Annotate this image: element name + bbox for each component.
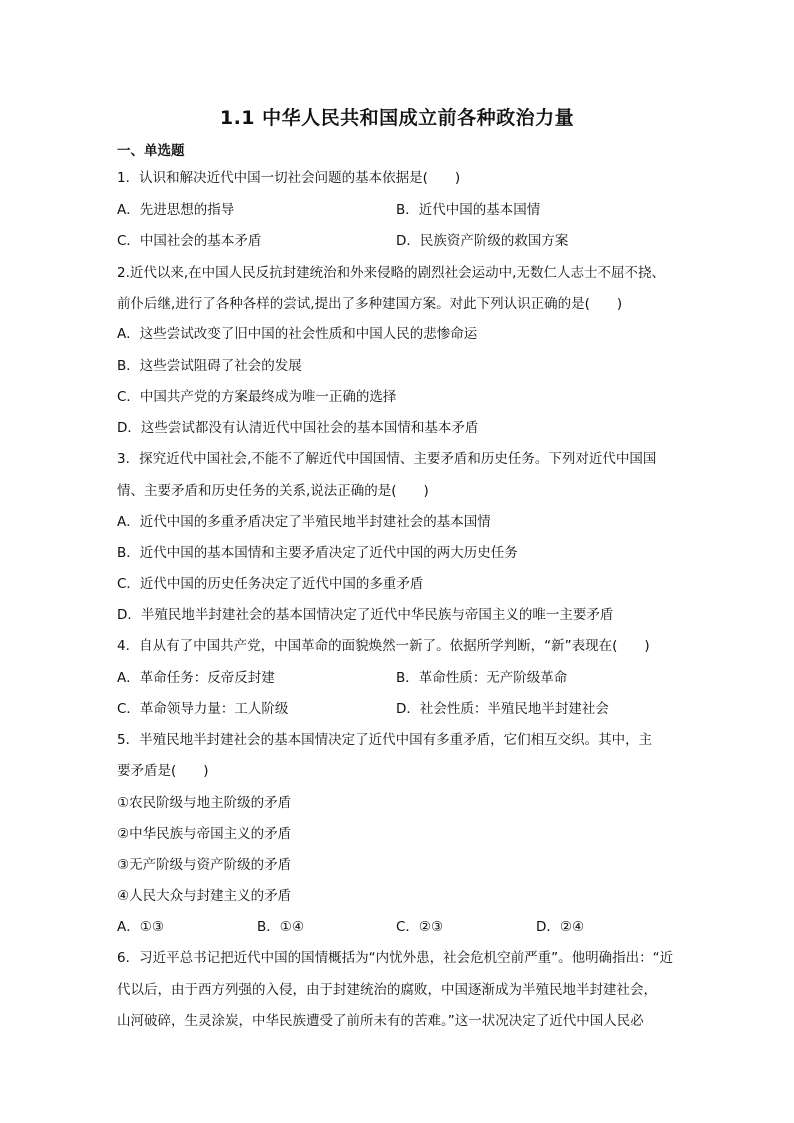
question-2-option-d: D．这些尝试都没有认清近代中国社会的基本国情和基本矛盾	[117, 420, 479, 436]
question-5-option-a: A．①③	[117, 919, 164, 935]
question-6-line-1: 6．习近平总书记把近代中国的国情概括为“内忧外患，社会危机空前严重”。他明确指出：“近	[117, 950, 674, 966]
question-5-option-c: C．②③	[396, 919, 444, 935]
question-5-item-3: ③无产阶级与资产阶级的矛盾	[117, 857, 292, 873]
question-4-option-d: D．社会性质：半殖民地半封建社会	[396, 701, 609, 717]
question-5-item-4: ④人民大众与封建主义的矛盾	[117, 888, 292, 904]
question-3-option-d: D．半殖民地半封建社会的基本国情决定了近代中华民族与帝国主义的唯一主要矛盾	[117, 607, 614, 623]
question-4-option-c: C．革命领导力量：工人阶级	[117, 701, 289, 717]
question-4-option-b: B．革命性质：无产阶级革命	[396, 670, 568, 686]
question-6-line-2: 代以后，由于西方列强的入侵，由于封建统治的腐败，中国逐渐成为半殖民地半封建社会，	[117, 982, 657, 998]
question-2-option-c: C．中国共产党的方案最终成为唯一正确的选择	[117, 389, 397, 405]
question-1-option-c: C．中国社会的基本矛盾	[117, 233, 262, 249]
question-2-option-b: B．这些尝试阻碍了社会的发展	[117, 358, 302, 374]
question-2-option-a: A．这些尝试改变了旧中国的社会性质和中国人民的悲惨命运	[117, 326, 478, 342]
question-3-stem-line-1: 3．探究近代中国社会,不能不了解近代中国国情、主要矛盾和历史任务。下列对近代中国国	[117, 451, 657, 467]
question-3-option-a: A．近代中国的多重矛盾决定了半殖民地半封建社会的基本国情	[117, 514, 491, 530]
question-5-option-b: B．①④	[257, 919, 304, 935]
question-1-option-b: B．近代中国的基本国情	[396, 202, 541, 218]
question-4-stem: 4．自从有了中国共产党，中国革命的面貌焕然一新了。依据所学判断，“新”表现在( )	[117, 638, 650, 654]
question-1-option-d: D．民族资产阶级的救国方案	[396, 233, 569, 249]
question-5-item-1: ①农民阶级与地主阶级的矛盾	[117, 795, 292, 811]
question-1-stem: 1．认识和解决近代中国一切社会问题的基本依据是( )	[117, 170, 461, 186]
question-6-line-3: 山河破碎，生灵涂炭，中华民族遭受了前所未有的苦难。”这一状况决定了近代中国人民必	[117, 1013, 644, 1029]
question-5-option-d: D．②④	[536, 919, 585, 935]
question-2-stem-line-2: 前仆后继,进行了各种各样的尝试,提出了多种建国方案。对此下列认识正确的是( )	[117, 296, 623, 312]
section-heading: 一、单选题	[117, 143, 185, 159]
question-3-stem-line-2: 情、主要矛盾和历史任务的关系,说法正确的是( )	[117, 483, 429, 499]
question-2-stem-line-1: 2.近代以来,在中国人民反抗封建统治和外来侵略的剧烈社会运动中,无数仁人志士不屈不挠、	[117, 265, 665, 281]
question-5-item-2: ②中华民族与帝国主义的矛盾	[117, 826, 292, 842]
question-4-option-a: A．革命任务：反帝反封建	[117, 670, 275, 686]
question-1-option-a: A．先进思想的指导	[117, 202, 235, 218]
question-3-option-b: B．近代中国的基本国情和主要矛盾决定了近代中国的两大历史任务	[117, 545, 518, 561]
question-5-stem-line-1: 5．半殖民地半封建社会的基本国情决定了近代中国有多重矛盾，它们相互交织。其中，主	[117, 732, 653, 748]
page-title: 1.1 中华人民共和国成立前各种政治力量	[219, 107, 575, 129]
question-3-option-c: C．近代中国的历史任务决定了近代中国的多重矛盾	[117, 576, 424, 592]
question-5-stem-line-2: 要矛盾是( )	[117, 763, 209, 779]
